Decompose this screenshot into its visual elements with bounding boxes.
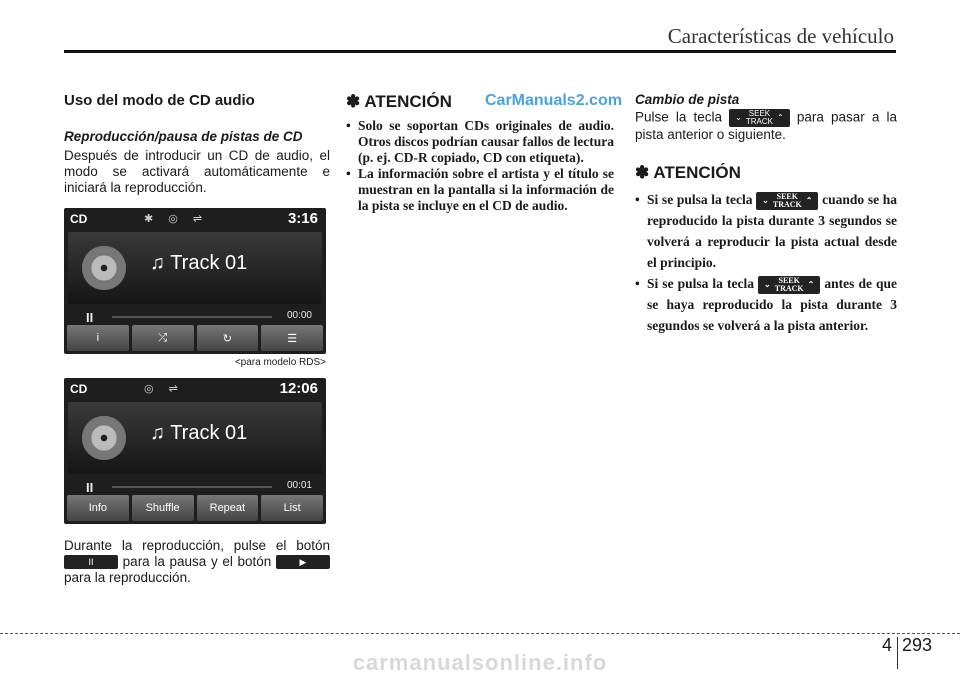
page-number: 293 [902,635,933,655]
list-item: • Solo se soportan CDs originales de audio. Otros discos podrían causar fallos de lectura (p. ej. CD-R copiado, CD con etiqueta). [346,118,614,166]
intro-text: Después de introducir un CD de audio, el modo se activará automáticamente e iniciará la reproducción. [64,148,330,195]
info-button[interactable]: Info [67,495,129,521]
shuffle-icon[interactable]: ⤮ [132,325,194,351]
column-cd-audio [64,92,330,586]
elapsed-time: 00:00 [286,310,312,321]
header-rule [64,50,896,53]
screen-track-area [68,402,322,474]
disc-icon [82,246,126,290]
pause-icon: II [86,480,94,495]
shuffle-button[interactable]: Shuffle [132,495,194,521]
screen-button-row [67,495,323,521]
screen-mode-label: CD [70,212,88,226]
attention-list [635,189,897,336]
bluetooth-usb-icons: ✱ ◎ ⇌ [144,213,209,225]
attention-icon: ✽ [635,163,650,182]
info-icon[interactable]: i [67,325,129,351]
attention-heading: ✽ ATENCIÓN [635,163,741,182]
play-key-icon: ▶ [276,555,330,569]
attention-icon: ✽ [346,92,361,111]
screen-mode-label: CD [70,382,88,396]
subsection-title: Reproducción/pausa de pistas de CD [64,129,303,144]
pause-key-icon: II [64,555,118,569]
seek-track-key-icon: ⌄ SEEK TRACK ⌃ [758,276,820,294]
playback-text: Durante la reproducción, pulse el botón II para la pausa y el botón ▶ para la reproducción. [64,538,330,585]
repeat-icon[interactable]: ↻ [197,325,259,351]
pause-icon: II [86,310,94,325]
cd-screen-standard [64,378,326,524]
screen-status-bar [64,208,326,230]
track-name: ♫ Track 01 [150,422,248,444]
site-watermark: carmanualsonline.info [352,650,608,675]
disc-usb-icons: ◎ ⇌ [144,383,184,395]
seek-track-key-icon: ⌄ SEEK TRACK ⌃ [756,192,818,210]
subsection-title: Cambio de pista [635,92,740,107]
column-attention [346,92,614,214]
screen-clock: 3:16 [287,210,318,227]
list-button[interactable]: List [261,495,323,521]
watermark: CarManuals2.com [485,92,622,109]
progress-bar [112,486,272,488]
progress-bar [112,316,272,318]
footer-rule [0,633,960,634]
list-icon[interactable]: ☰ [261,325,323,351]
track-name: ♫ Track 01 [150,252,248,274]
track-change-text: Pulse la tecla ⌄ SEEK TRACK ⌃ para pasar a la pista anterior o siguiente. [635,109,897,142]
cd-screen-rds [64,208,326,354]
screen-button-row [67,325,323,351]
column-track-change [635,92,897,336]
list-item: • Si se pulsa la tecla ⌄ SEEK TRACK ⌃ antes de que se haya reproducido la pista durante 3 segundos se volverá a la pista anterior. [635,273,897,336]
attention-heading: ✽ ATENCIÓN [346,92,452,111]
attention-list [346,118,614,214]
list-item: • La información sobre el artista y el título se muestran en la pantalla si la información de la pista se incluye en el CD de audio. [346,166,614,214]
section-title: Uso del modo de CD audio [64,92,255,109]
elapsed-time: 00:01 [286,480,312,491]
chapter-number: 4 [882,635,893,655]
list-item: • Si se pulsa la tecla ⌄ SEEK TRACK ⌃ cuando se ha reproducido la pista durante 3 segundos se volverá a reproducir la pista actual desde el principio. [635,189,897,273]
disc-icon [82,416,126,460]
screen-status-bar [64,378,326,400]
screen-clock: 12:06 [279,380,318,397]
seek-track-key-icon: ⌄ SEEK TRACK ⌃ [729,109,790,127]
screen-track-area [68,232,322,304]
screen-caption: <para modelo RDS> [234,357,326,368]
repeat-button[interactable]: Repeat [197,495,259,521]
header-title: Características de vehículo [667,24,894,48]
